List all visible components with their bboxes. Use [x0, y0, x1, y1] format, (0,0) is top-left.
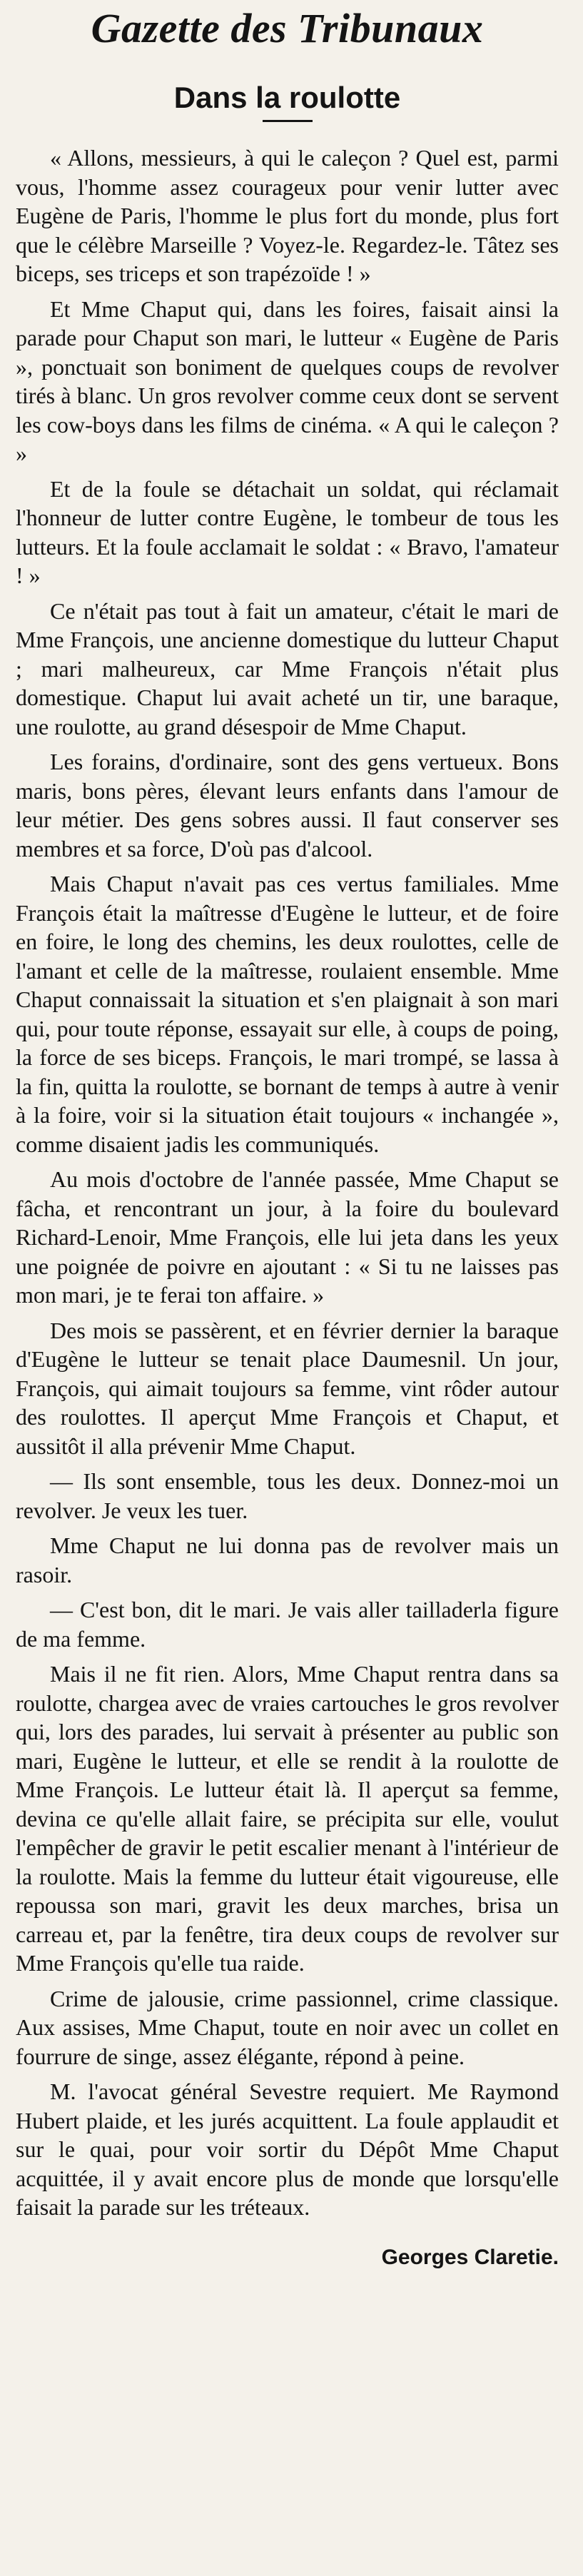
paragraph-11: — C'est bon, dit le mari. Je vais aller tailladerla figure de ma femme.: [16, 1597, 559, 1652]
paragraph-14: M. l'avocat général Sevestre requiert. Me Raymond Hubert plaide, et les jurés acquittent. La foule applaudit et sur le quai, pour voir sortir du Dépôt Mme Chaput acquittée, il y avait encore plus de monde que lorsqu'elle faisait la parade sur les tréteaux.: [16, 2079, 559, 2220]
paragraph-12: Mais il ne fit rien. Alors, Mme Chaput rentra dans sa roulotte, chargea avec de vraies cartouches le gros revolver qui, lors des parades, lui servait à présenter au public son mari, Eugène le lutteur, et elle se rendit à la roulotte de Mme François. Le lutteur était là. Il aperçut sa femme, devina ce qu'elle allait faire, se précipita sur elle, voulut l'empêcher de gravir le petit escalier menant à l'intérieur de la roulotte. Mais la femme du lutteur était vigoureuse, elle repoussa son mari, gravit les deux marches, brisa un carreau et, par la fenêtre, tira deux coups de revolver sur Mme François qu'elle tua raide.: [16, 1661, 559, 1976]
paragraph-9: — Ils sont ensemble, tous les deux. Donnez-moi un revolver. Je veux les tuer.: [16, 1468, 559, 1523]
paragraph-13: Crime de jalousie, crime passionnel, crime classique. Aux assises, Mme Chaput, toute en noir avec un collet en fourrure de singe, assez élégante, répond à peine.: [16, 1985, 559, 2069]
paragraph-3: Et de la foule se détachait un soldat, qui réclamait l'honneur de lutter contre Eugène, le tombeur de tous les lutteurs. Et la foule acclamait le soldat : « Bravo, l'amateur ! »: [16, 475, 559, 588]
paragraph-4: Ce n'était pas tout à fait un amateur, c'était le mari de Mme François, une ancienne domestique du lutteur Chaput ; mari malheureux, car Mme François n'était plus domestique. Chaput lui avait acheté un tir, une baraque, une roulotte, au grand désespoir de Mme Chaput.: [16, 597, 559, 739]
author-signature: Georges Claretie.: [381, 2245, 559, 2269]
paragraph-8: Des mois se passèrent, et en février dernier la baraque d'Eugène le lutteur se tenait place Daumesnil. Un jour, François, qui aimait toujours sa femme, vint rôder autour des roulottes. Il aperçut Mme François et Chaput, et aussitôt il alla prévenir Mme Chaput.: [16, 1317, 559, 1459]
headline-divider: [263, 120, 313, 122]
article-headline: Dans la roulotte: [173, 81, 401, 114]
paragraph-5: Les forains, d'ordinaire, sont des gens vertueux. Bons maris, bons pères, élevant leurs enfants dans l'amour de leur métier. Des gens sobres aussi. Il faut conserver ses membres et sa force, D'où pas d'alcool.: [16, 749, 559, 862]
paragraph-6: Mais Chaput n'avait pas ces vertus familiales. Mme François était la maîtresse d'Eugène le lutteur, et de foire en foire, le long des chemins, les deux roulottes, celle de l'amant et celle de la maîtresse, roulaient ensemble. Mme Chaput connaissait la situation et s'en plaignait à son mari qui, pour toute réponse, essayait sur elle, à coups de poing, la force de ses biceps. François, le mari trompé, se lassa à la fin, quitta la roulotte, se bornant de temps à autre à venir à la foire, voir si la situation était toujours « inchangée », comme disaient jadis les communiqués.: [16, 871, 559, 1157]
paragraph-1: « Allons, messieurs, à qui le caleçon ? Quel est, parmi vous, l'homme assez courageux pour venir lutter avec Eugène de Paris, l'homme le plus fort du monde, plus fort que le célèbre Marseille ? Voyez-le. Regardez-le. Tâtez ses biceps, ses triceps et son trapézoïde ! »: [16, 145, 559, 286]
article-body: [16, 143, 559, 2222]
paragraph-2: Et Mme Chaput qui, dans les foires, faisait ainsi la parade pour Chaput son mari, le lutteur « Eugène de Paris », ponctuait son boniment de quelques coups de revolver tirés à blanc. Un gros revolver comme ceux dont se servent les cow-boys dans les films de cinéma. « A qui le caleçon ? »: [16, 296, 559, 466]
paragraph-10: Mme Chaput ne lui donna pas de revolver mais un rasoir.: [16, 1532, 559, 1587]
section-title: Gazette des Tribunaux: [91, 5, 484, 51]
paragraph-7: Au mois d'octobre de l'année passée, Mme Chaput se fâcha, et rencontrant un jour, à la foire du boulevard Richard-Lenoir, Mme François, elle lui jeta dans les yeux une poignée de poivre en ajoutant : « Si tu ne laisses pas mon mari, je te ferai ton affaire. »: [16, 1166, 559, 1308]
